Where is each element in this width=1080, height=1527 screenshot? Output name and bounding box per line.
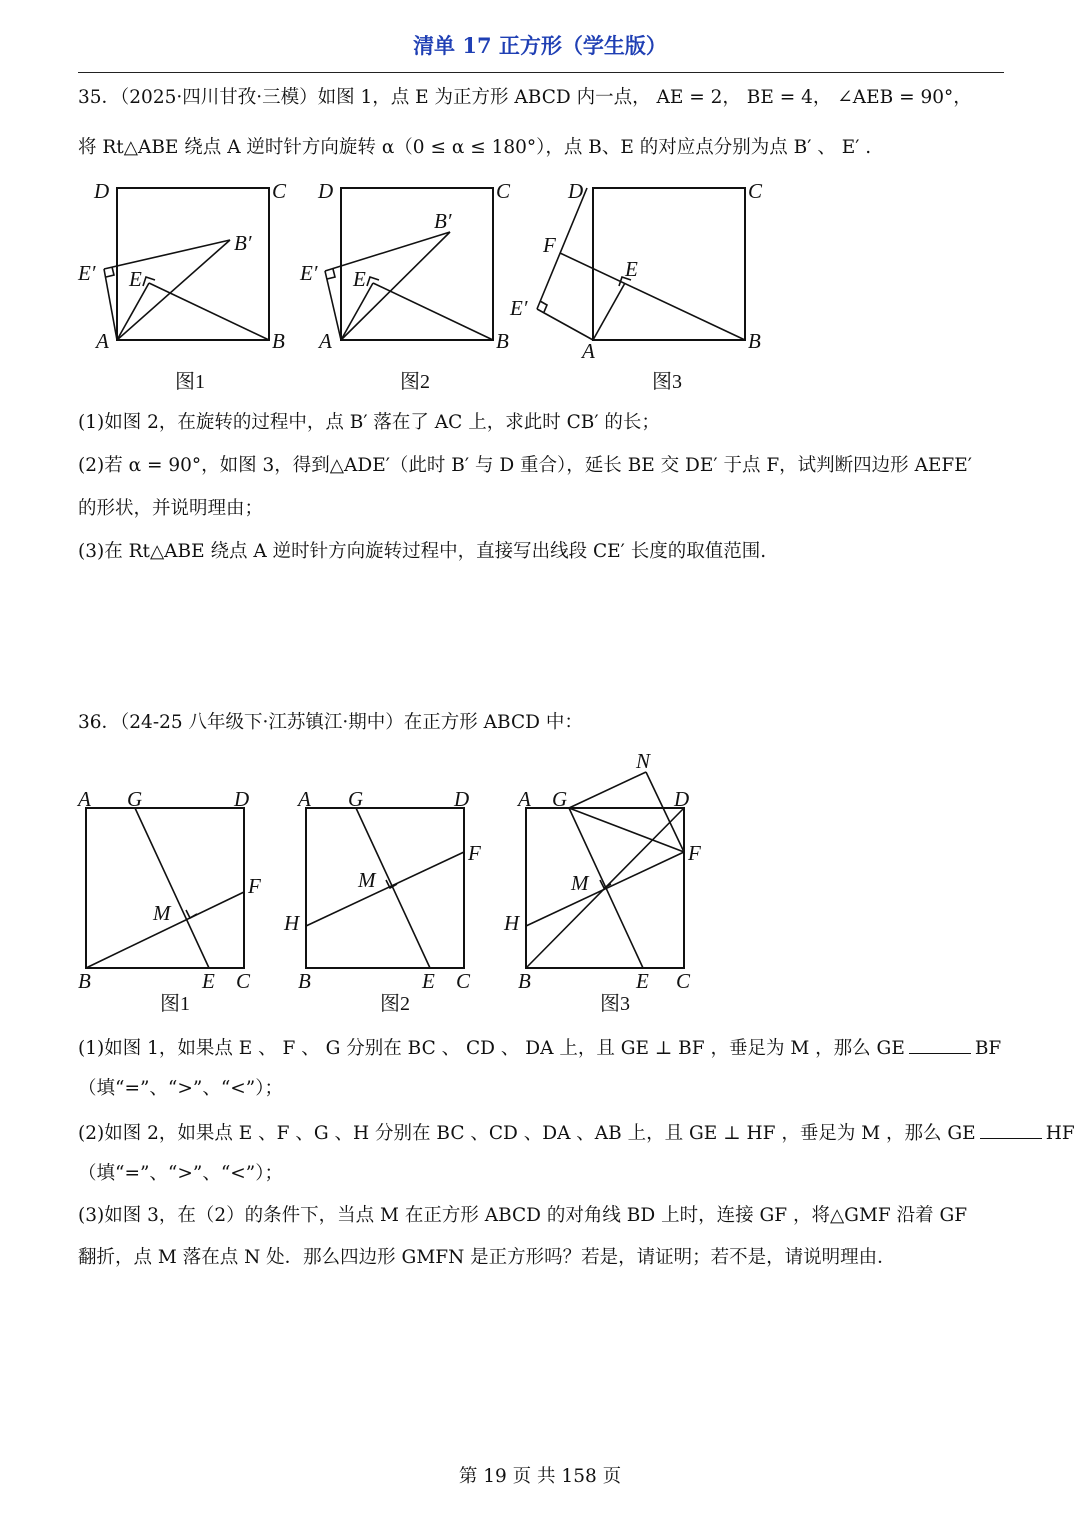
q36-part-3-line-2: 翻折，点 M 落在点 N 处．那么四边形 GMFN 是正方形吗？若是，请证明；若不是，请说明理由． [78, 1247, 896, 1268]
q36-fig2-label-A: A [298, 787, 311, 811]
q36-fig2-seg-HF [306, 852, 464, 926]
q35-fig1-square [117, 188, 269, 340]
q35-fig1-shapes [104, 188, 269, 340]
q36-fig2-label-B: B [298, 969, 311, 993]
q35-fig1-label-A: A [96, 329, 109, 353]
q36-fig3-caption: 图3 [600, 993, 630, 1015]
q35-fig3-label-B: B [748, 329, 761, 353]
q36-fig3-label-N: N [636, 749, 651, 773]
q36-fig1-right-angle-M [186, 910, 197, 918]
q35-fig2-label-A: A [319, 329, 332, 353]
q36-fig3-label-D: D [674, 787, 690, 811]
q36-fig1-caption: 图1 [160, 993, 190, 1015]
q35-fig3-label-C: C [748, 179, 763, 203]
q36-fig3-label-A: A [518, 787, 531, 811]
q35-fig3-seg-AE1 [537, 309, 593, 340]
q36-fig3-label-E: E [636, 969, 649, 993]
q35-fig2-label-B: B [496, 329, 509, 353]
q35-fig3-label-E: E [625, 257, 638, 281]
q36-part-3-line-1: (3)如图 3，在（2）的条件下，当点 M 在正方形 ABCD 的对角线 BD 上时，连接 GF ，将△GMF 沿着 GF [78, 1205, 968, 1226]
q36-fig2-caption: 图2 [380, 993, 410, 1015]
q36-fig2-label-M: M [358, 868, 376, 892]
q35-fig3-seg-AE [593, 283, 625, 340]
q35-fig2-caption: 图2 [400, 371, 430, 393]
q36-fig1-label-G: G [127, 787, 143, 811]
q36-fig1-label-D: D [234, 787, 250, 811]
q36-part-2-line-2: （填“=”、“>”、“<”）； [78, 1163, 284, 1184]
q36-fig3-seg-GN [569, 772, 646, 808]
q35-line-1: 35．（2025·四川甘孜·三模）如图 1，点 E 为正方形 ABCD 内一点， AE = 2， BE = 4， ∠AEB = 90°， [78, 87, 972, 108]
q36-fig2-label-E: E [422, 969, 435, 993]
q35-part-2-line-1: (2)若 α = 90°，如图 3，得到△ADE′（此时 B′ 与 D 重合），延长 BE 交 DE′ 于点 F，试判断四边形 AEFE′ [78, 455, 972, 476]
q35-fig1-label-D: D [94, 179, 110, 203]
q35-fig2-label-E1: E′ [300, 261, 318, 285]
q36-fig2-label-D: D [454, 787, 470, 811]
q36-fig1-label-B: B [78, 969, 91, 993]
q35-fig1-label-E1: E′ [78, 261, 96, 285]
q36-fig2-square [306, 808, 464, 968]
page-header-title: 清单 17 正方形（学生版） [413, 33, 667, 58]
q36-part-1-text-end: BF [974, 1038, 1002, 1059]
q35-part-2-line-2: 的形状，并说明理由； [78, 498, 264, 519]
q35-fig2-seg-AE [341, 283, 373, 340]
q36-part-2-line-1 [78, 1120, 1075, 1146]
q36-part-1-text: (1)如图 1，如果点 E 、 F 、 G 分别在 BC 、 CD 、 DA 上，且 GE ⊥ BF ，垂足为 M ，那么 GE [78, 1038, 905, 1059]
q35-fig2-label-D: D [318, 179, 334, 203]
q36-fig2-label-G: G [348, 787, 364, 811]
q36-fig2-label-C: C [456, 969, 471, 993]
q36-fig1-shapes [86, 808, 244, 968]
q35-fig2-shapes [325, 188, 493, 340]
q36-fig3-label-B: B [518, 969, 531, 993]
page-footer: 第 19 页 共 158 页 [458, 1466, 622, 1487]
q36-fig3-label-G: G [552, 787, 568, 811]
q35-fig1-caption: 图1 [175, 371, 205, 393]
q36-fig3-label-C: C [676, 969, 691, 993]
q36-intro: 36．（24-25 八年级下·江苏镇江·期中）在正方形 ABCD 中： [78, 712, 583, 733]
q35-fig3-caption: 图3 [652, 371, 682, 393]
q35-fig3-shapes [537, 188, 745, 340]
q35-fig1-label-C: C [272, 179, 287, 203]
q36-part-1-line-1 [78, 1035, 1001, 1061]
q35-line-2: 将 Rt△ABE 绕点 A 逆时针方向旋转 α（0 ≤ α ≤ 180°），点 B、E 的对应点分别为点 B′ 、 E′ . [78, 137, 872, 158]
q36-fig3-label-H: H [504, 911, 520, 935]
q35-fig3-label-F: F [543, 233, 556, 257]
q35-fig1-seg-E1B1 [104, 240, 230, 269]
q36-part-1-answer-blank[interactable] [909, 1035, 971, 1054]
q36-fig2-label-F: F [468, 841, 481, 865]
q36-fig3-label-F: F [688, 841, 701, 865]
q36-part-2-text-end: HF [1045, 1123, 1075, 1144]
q36-fig1-label-A: A [78, 787, 91, 811]
q36-fig1-label-C: C [236, 969, 251, 993]
q35-part-3: (3)在 Rt△ABE 绕点 A 逆时针方向旋转过程中，直接写出线段 CE′ 长度的取值范围. [78, 541, 767, 562]
q36-fig1-label-E: E [202, 969, 215, 993]
q35-fig3-label-D: D [568, 179, 584, 203]
q35-fig1-seg-EB [149, 283, 269, 340]
q35-fig2-label-E: E [353, 267, 366, 291]
q35-fig1-label-B: B [272, 329, 285, 353]
q36-part-2-text: (2)如图 2，如果点 E 、F 、G 、H 分别在 BC 、CD 、DA 、AB 上，且 GE ⊥ HF ，垂足为 M ，那么 GE [78, 1123, 976, 1144]
q35-fig1-label-E: E [129, 267, 142, 291]
q36-part-1-line-2: （填“=”、“>”、“<”）； [78, 1078, 284, 1099]
q35-fig3-seg-FB [560, 253, 745, 340]
q36-fig2-label-H: H [284, 911, 300, 935]
q35-fig1-label-B1: B′ [234, 231, 252, 255]
q35-fig2-label-B1: B′ [434, 209, 452, 233]
q36-fig1-seg-GE [135, 808, 209, 968]
q36-fig2-shapes [306, 808, 464, 968]
q35-part-1: (1)如图 2，在旋转的过程中，点 B′ 落在了 AC 上，求此时 CB′ 的长； [78, 412, 660, 433]
q36-fig1-label-M: M [153, 901, 171, 925]
q35-fig3-label-E1: E′ [510, 296, 528, 320]
q35-fig3-label-A: A [582, 339, 595, 363]
q36-fig3-label-M: M [571, 871, 589, 895]
q36-fig1-label-F: F [248, 874, 261, 898]
q35-fig3-square [593, 188, 745, 340]
q36-part-2-answer-blank[interactable] [980, 1120, 1042, 1139]
q35-fig2-label-C: C [496, 179, 511, 203]
q36-fig3-shapes [526, 772, 684, 968]
q36-fig1-square [86, 808, 244, 968]
q35-fig1-seg-AE [117, 283, 149, 340]
